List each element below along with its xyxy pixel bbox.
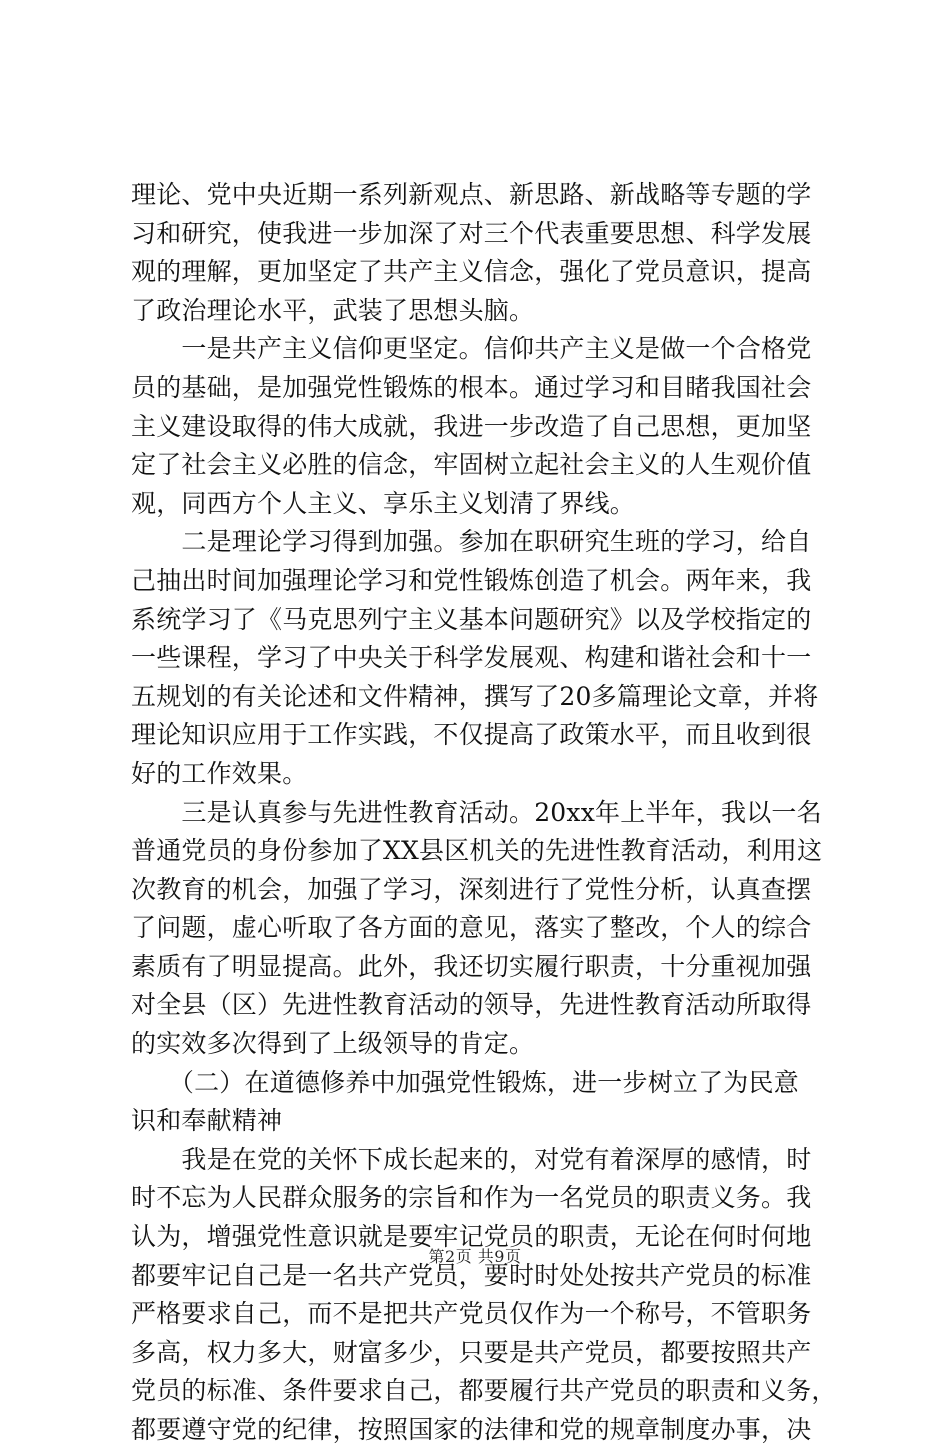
- text-line: 了政治理论水平，武装了思想头脑。: [131, 295, 535, 325]
- text-line: 一些课程，学习了中央关于科学发展观、构建和谐社会和十一: [131, 643, 812, 673]
- page-footer: 第2页 共9页: [428, 1247, 522, 1266]
- text-line: 三是认真参与先进性教育活动。20xx年上半年，我以一名: [131, 797, 822, 827]
- text-line: 五规划的有关论述和文件精神，撰写了20多篇理论文章，并将: [131, 681, 819, 711]
- text-line: 党员的标准、条件要求自己，都要履行共产党员的职责和义务，: [131, 1376, 837, 1406]
- text-line: 次教育的机会，加强了学习，深刻进行了党性分析，认真查摆: [131, 874, 812, 904]
- text-line: 对全县（区）先进性教育活动的领导，先进性教育活动所取得: [131, 990, 812, 1020]
- text-line: 严格要求自己，而不是把共产党员仅作为一个称号，不管职务: [131, 1299, 812, 1329]
- text-line: 定了社会主义必胜的信念，牢固树立起社会主义的人生观价值: [131, 450, 812, 480]
- text-line: 都要牢记自己是一名共产党员，要时时处处按共产党员的标准: [131, 1260, 812, 1290]
- text-line: 己抽出时间加强理论学习和党性锻炼创造了机会。两年来，我: [131, 565, 812, 595]
- text-line: 多高，权力多大，财富多少，只要是共产党员，都要按照共产: [131, 1337, 812, 1367]
- text-line: 观，同西方个人主义、享乐主义划清了界线。: [131, 488, 636, 518]
- text-line: 都要遵守党的纪律，按照国家的法律和党的规章制度办事，决: [131, 1415, 812, 1444]
- text-line: 好的工作效果。: [131, 758, 308, 788]
- text-line: 理论知识应用于工作实践，不仅提高了政策水平，而且收到很: [131, 720, 812, 750]
- text-line: 我是在党的关怀下成长起来的，对党有着深厚的感情，时: [131, 1144, 812, 1174]
- text-line: 一是共产主义信仰更坚定。信仰共产主义是做一个合格党: [131, 334, 812, 364]
- text-line: （二）在道德修养中加强党性锻炼，进一步树立了为民意: [131, 1067, 799, 1097]
- text-line: 主义建设取得的伟大成就，我进一步改造了自己思想，更加坚: [131, 411, 812, 441]
- text-line: 的实效多次得到了上级领导的肯定。: [131, 1029, 535, 1059]
- text-line: 认为，增强党性意识就是要牢记党员的职责，无论在何时何地: [131, 1222, 812, 1252]
- text-line: 二是理论学习得到加强。参加在职研究生班的学习，给自: [131, 527, 812, 557]
- text-line: 观的理解，更加坚定了共产主义信念，强化了党员意识，提高: [131, 257, 812, 287]
- text-line: 了问题，虚心听取了各方面的意见，落实了整改，个人的综合: [131, 913, 812, 943]
- text-line: 员的基础，是加强党性锻炼的根本。通过学习和目睹我国社会: [131, 372, 812, 402]
- text-line: 理论、党中央近期一系列新观点、新思路、新战略等专题的学: [131, 180, 812, 209]
- text-line: 习和研究，使我进一步加深了对三个代表重要思想、科学发展: [131, 218, 812, 248]
- text-line: 时不忘为人民群众服务的宗旨和作为一名党员的职责义务。我: [131, 1183, 812, 1213]
- text-line: 素质有了明显提高。此外，我还切实履行职责，十分重视加强: [131, 951, 812, 981]
- text-line: 普通党员的身份参加了XX县区机关的先进性教育活动，利用这: [131, 836, 823, 866]
- text-line: 识和奉献精神: [131, 1106, 283, 1136]
- text-line: 系统学习了《马克思列宁主义基本问题研究》以及学校指定的: [131, 604, 812, 634]
